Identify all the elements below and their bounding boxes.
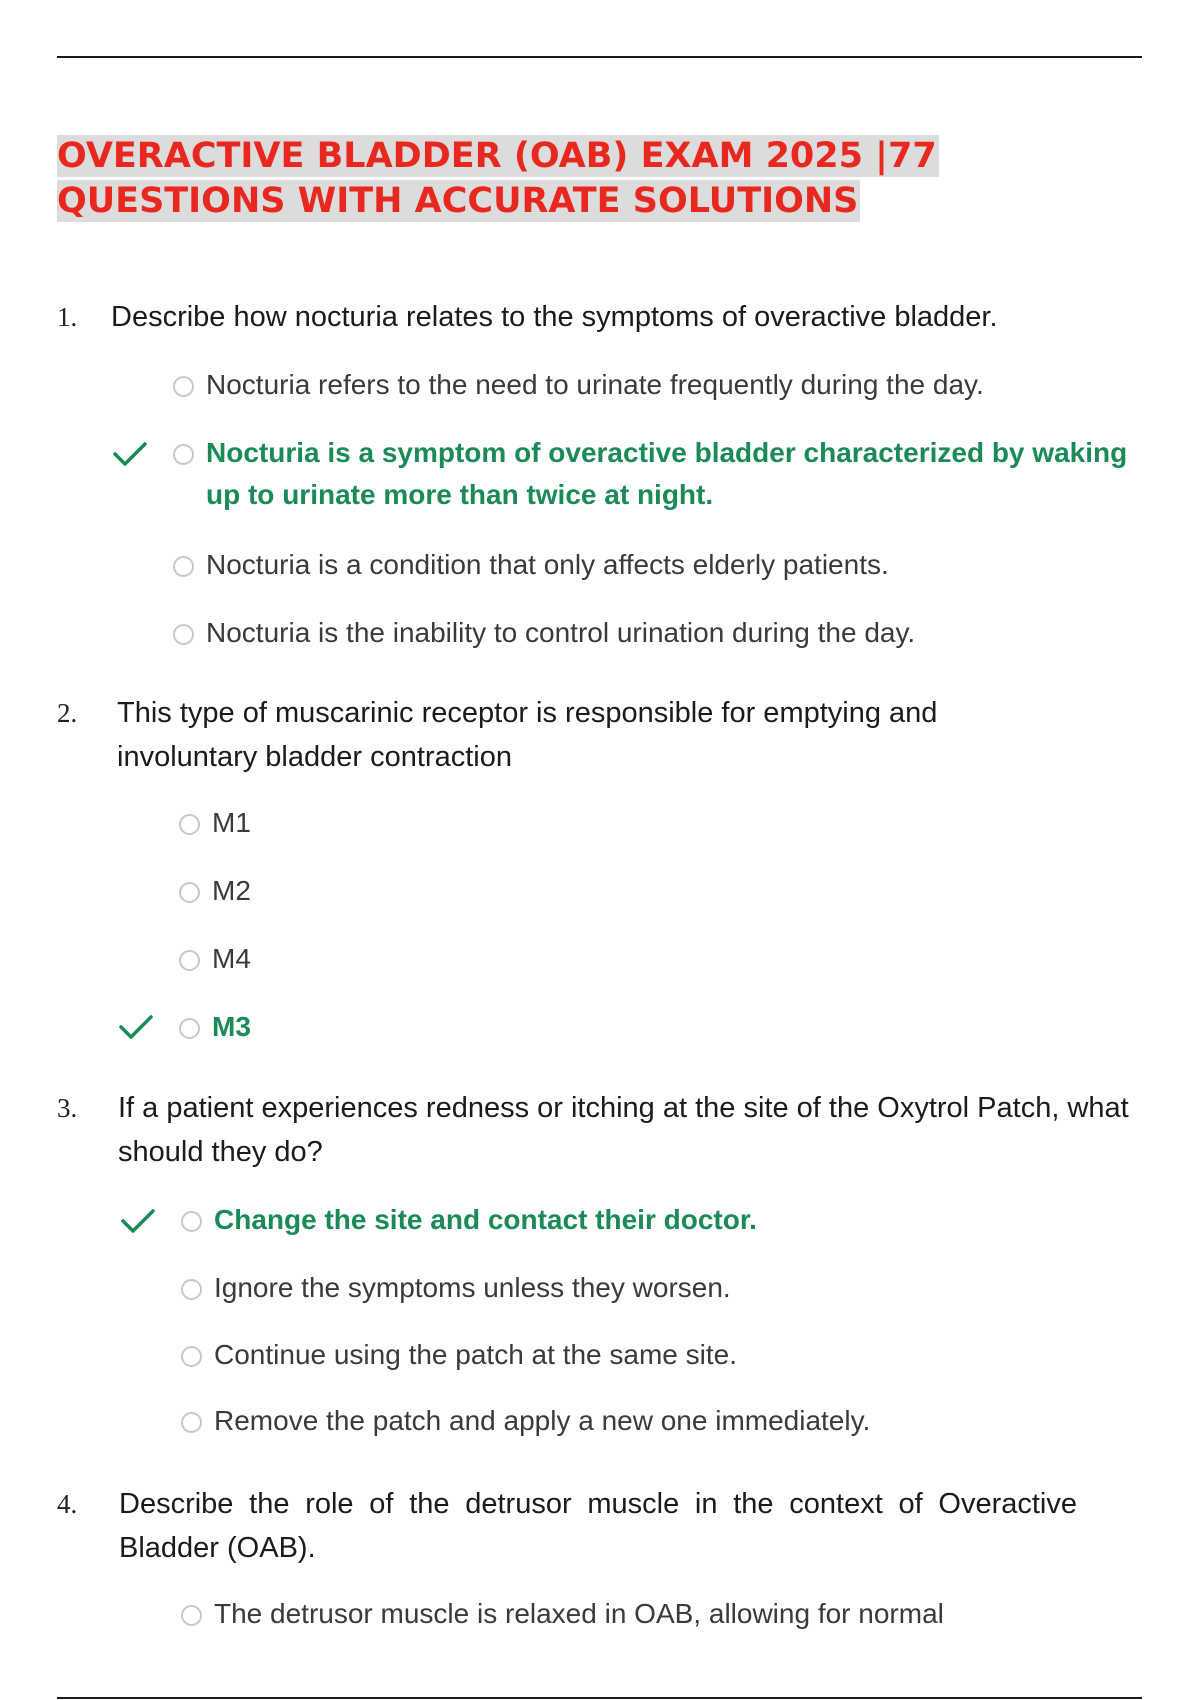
check-icon [120,1207,156,1235]
option-text: Change the site and contact their doctor. [214,1204,757,1235]
q2-option-3[interactable] [179,938,579,980]
bottom-rule [57,1697,1142,1699]
q1-option-2[interactable] [173,432,1133,516]
q1-option-1[interactable] [173,364,1133,406]
question-2-text: This type of muscarinic receptor is responsible for emptying and involuntary bladder contraction [117,697,938,773]
radio-icon[interactable] [173,624,194,645]
radio-icon[interactable] [179,814,200,835]
question-4-number: 4. [57,1489,78,1519]
radio-icon[interactable] [181,1605,202,1626]
radio-icon[interactable] [181,1412,202,1433]
question-2-number: 2. [57,698,78,728]
radio-icon[interactable] [181,1211,202,1232]
top-rule [57,56,1142,58]
radio-icon[interactable] [181,1279,202,1300]
check-icon [118,1013,154,1041]
q4-option-1[interactable] [181,1593,1081,1635]
question-1-number: 1. [57,302,78,332]
radio-icon[interactable] [173,376,194,397]
check-icon [112,440,148,468]
radio-icon[interactable] [173,556,194,577]
question-3-text: If a patient experiences redness or itching at the site of the Oxytrol Patch, what should they do? [118,1092,1129,1168]
radio-icon[interactable] [179,1018,200,1039]
option-text: Continue using the patch at the same site. [214,1339,737,1370]
q1-option-3[interactable] [173,544,1133,586]
radio-icon[interactable] [179,950,200,971]
option-text: Nocturia is a condition that only affects elderly patients. [206,549,889,580]
q3-option-4[interactable] [181,1400,1081,1442]
q2-option-1[interactable] [179,802,579,844]
option-text: Remove the patch and apply a new one immediately. [214,1405,871,1436]
option-text: M3 [212,1011,251,1042]
q3-option-1[interactable] [181,1199,1081,1241]
option-text: Ignore the symptoms unless they worsen. [214,1272,731,1303]
q3-option-2[interactable] [181,1267,1081,1309]
radio-icon[interactable] [181,1346,202,1367]
question-4-text: Describe the role of the detrusor muscle in the context of Overactive Bladder (OAB). [119,1488,1077,1564]
option-text: M1 [212,807,251,838]
option-text: M4 [212,943,251,974]
q1-option-4[interactable] [173,612,1133,654]
option-text: Nocturia is the inability to control urination during the day. [206,617,916,648]
option-text: M2 [212,875,251,906]
q3-option-3[interactable] [181,1334,1081,1376]
option-text: Nocturia refers to the need to urinate frequently during the day. [206,369,984,400]
option-text: Nocturia is a symptom of overactive bladder characterized by waking up to urinate more than twice at night. [206,437,1128,510]
q2-option-4[interactable] [179,1006,579,1048]
question-1-text: Describe how nocturia relates to the symptoms of overactive bladder. [111,301,998,333]
radio-icon[interactable] [173,444,194,465]
q2-option-2[interactable] [179,870,579,912]
option-text: The detrusor muscle is relaxed in OAB, allowing for normal [214,1598,944,1629]
document-title: OVERACTIVE BLADDER (OAB) EXAM 2025 |77 QUESTIONS WITH ACCURATE SOLUTIONS [57,136,937,221]
question-3-number: 3. [57,1093,78,1123]
radio-icon[interactable] [179,882,200,903]
